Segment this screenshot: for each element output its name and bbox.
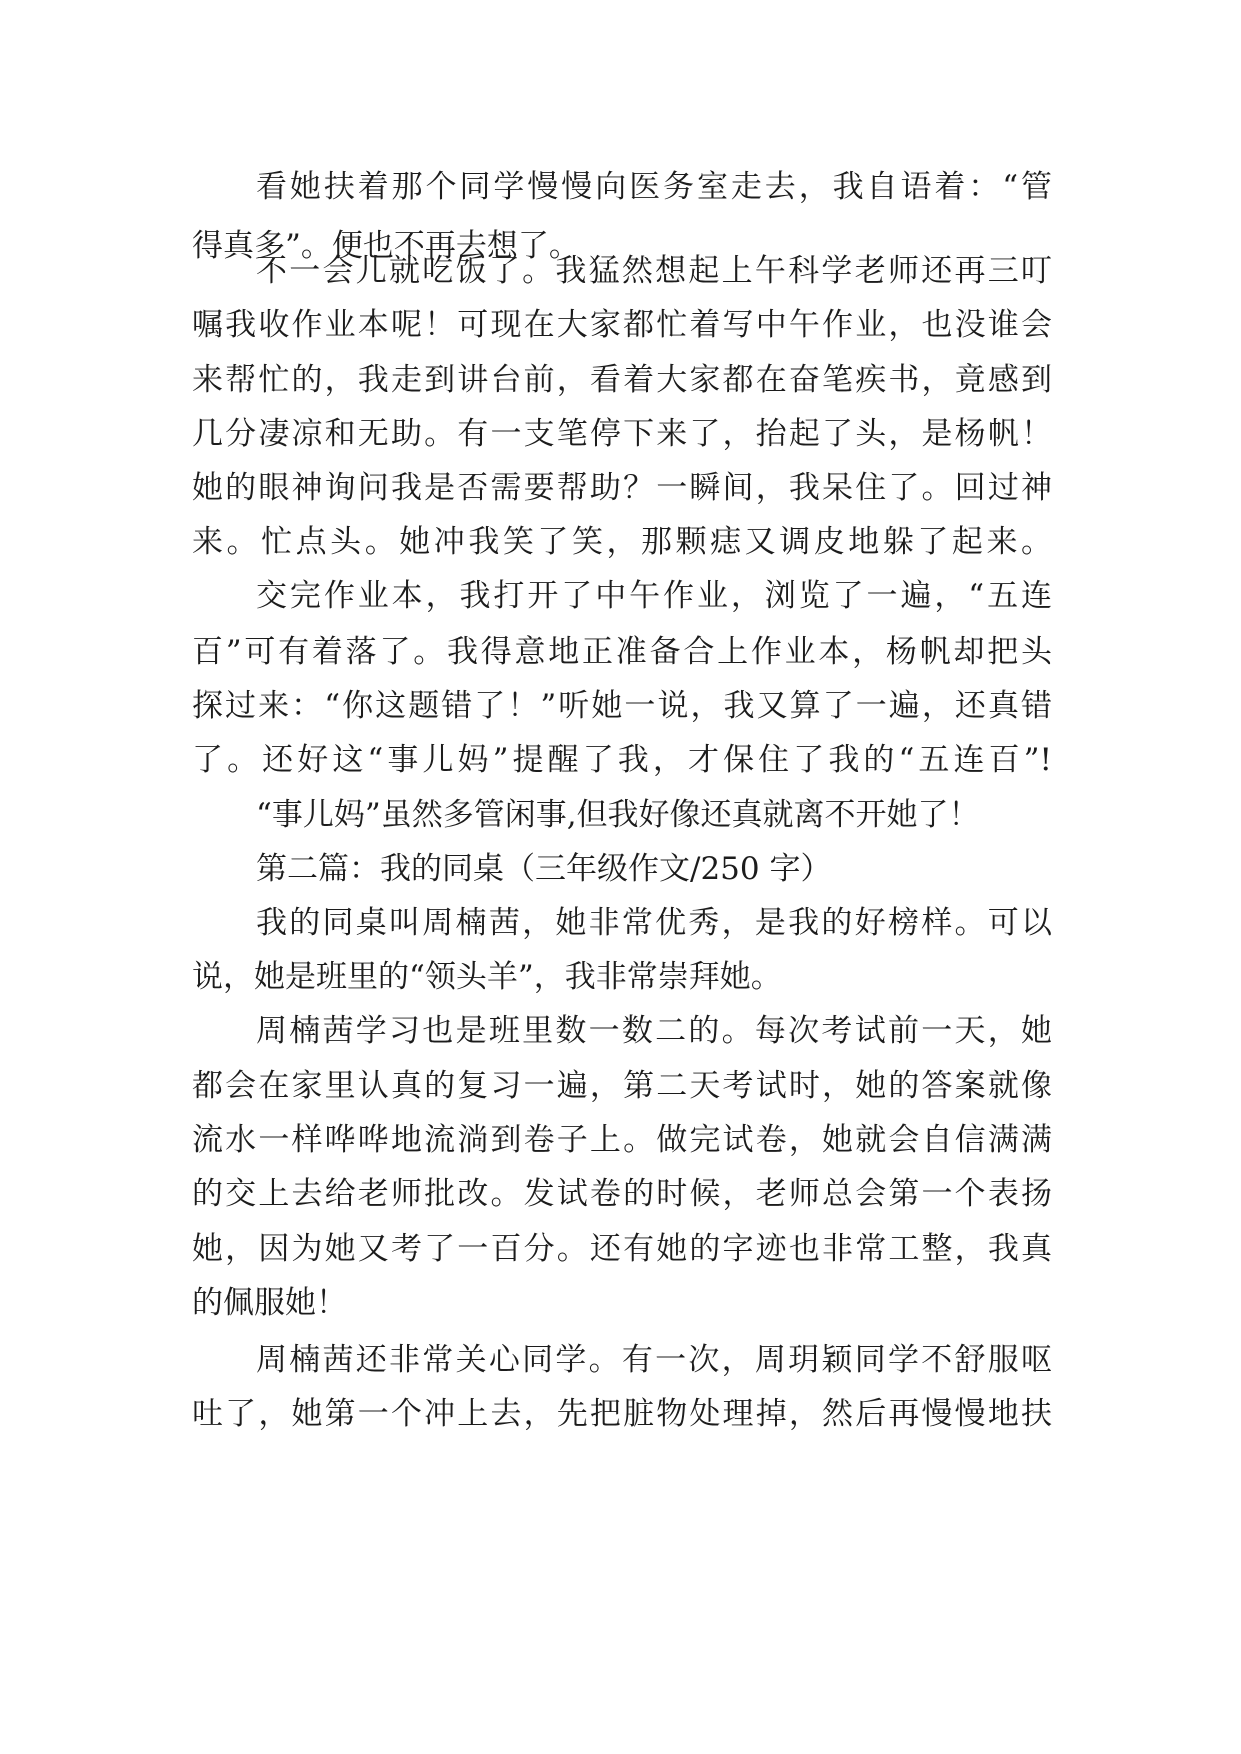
text-line: 来帮忙的，我走到讲台前，看着大家都在奋笔疾书，竟感到 bbox=[192, 362, 1052, 398]
text-line: 周楠茜学习也是班里数一数二的。每次考试前一天，她 bbox=[256, 1013, 1052, 1049]
text-line: 的佩服她！ bbox=[192, 1285, 347, 1321]
text-line: 嘱我收作业本呢！可现在大家都忙着写中午作业，也没谁会 bbox=[192, 307, 1052, 343]
text-line: 看她扶着那个同学慢慢向医务室走去，我自语着：“管 bbox=[256, 169, 1052, 205]
text-line: 来。忙点头。她冲我笑了笑，那颗痣又调皮地躲了起来。 bbox=[192, 524, 1052, 560]
text-line: 都会在家里认真的复习一遍，第二天考试时，她的答案就像 bbox=[192, 1068, 1052, 1104]
text-line: 不一会儿就吃饭了。我猛然想起上午科学老师还再三叮 bbox=[256, 253, 1052, 289]
text-line: 流水一样哗哗地流淌到卷子上。做完试卷，她就会自信满满 bbox=[192, 1122, 1052, 1158]
text-line: 我的同桌叫周楠茜，她非常优秀，是我的好榜样。可以 bbox=[256, 905, 1052, 941]
text-line: 得真多”。便也不再去想了。 bbox=[192, 228, 580, 264]
text-line: 说，她是班里的“领头羊”，我非常崇拜她。 bbox=[192, 959, 782, 995]
section-heading: 第二篇：我的同桌（三年级作文/250 字） bbox=[256, 851, 832, 887]
text-line: 几分凄凉和无助。有一支笔停下来了，抬起了头，是杨帆！ bbox=[192, 416, 1052, 452]
text-line: 她，因为她又考了一百分。还有她的字迹也非常工整，我真 bbox=[192, 1231, 1052, 1267]
text-line: “事儿妈”虽然多管闲事,但我好像还真就离不开她了！ bbox=[256, 797, 980, 833]
text-line: 探过来：“你这题错了！”听她一说，我又算了一遍，还真错 bbox=[192, 688, 1052, 724]
text-line: 了。还好这“事儿妈”提醒了我，才保住了我的“五连百”! bbox=[192, 742, 1052, 778]
text-line: 吐了，她第一个冲上去，先把脏物处理掉，然后再慢慢地扶 bbox=[192, 1396, 1052, 1432]
text-line: 她的眼神询问我是否需要帮助？一瞬间，我呆住了。回过神 bbox=[192, 470, 1052, 506]
text-line: 百”可有着落了。我得意地正准备合上作业本，杨帆却把头 bbox=[192, 634, 1052, 670]
text-line: 交完作业本，我打开了中午作业，浏览了一遍，“五连 bbox=[256, 578, 1052, 614]
text-line: 周楠茜还非常关心同学。有一次，周玥颖同学不舒服呕 bbox=[256, 1342, 1052, 1378]
text-line: 的交上去给老师批改。发试卷的时候，老师总会第一个表扬 bbox=[192, 1176, 1052, 1212]
